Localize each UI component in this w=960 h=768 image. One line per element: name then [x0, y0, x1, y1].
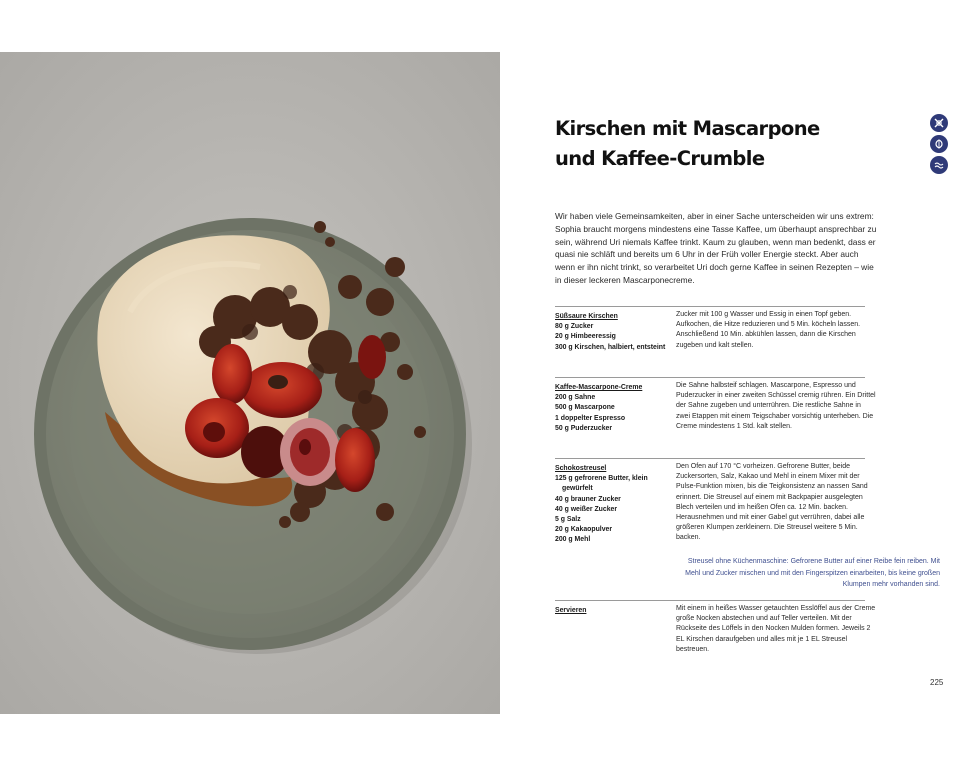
ingredient: 1 doppelter Espresso: [555, 414, 626, 422]
section-heading: Schokostreusel: [555, 465, 607, 472]
title-line: und Kaffee-Crumble: [555, 147, 765, 170]
page-number: 225: [930, 678, 944, 687]
ingredient: 50 g Puderzucker: [555, 424, 613, 432]
recipe-page: [500, 52, 960, 714]
preparation-steps: Den Ofen auf 170 °C vorheizen. Gefrorene Butter, beide Zuckersorten, Salz, Kakao und Mehl in einem Mixer mit der Pulse-Funktion mixen, bis die Teigkonsistenz an nassen Sand erinnert. Die Streusel auf einem mit Backpapier ausgelegten Blech verteilen und im heißen Ofen ca. 12 Min. backen. Herausnehmen und mit einer Gabel gut verrühren, dabei alle größeren Klumpen zerkleinern. Die Streusel weitere 5 Min. backen.: [676, 463, 868, 542]
preparation-steps: Zucker mit 100 g Wasser und Essig in einen Topf geben. Aufkochen, die Hitze reduzieren und 5 Min. köcheln lassen. Anschließend 10 Min. abkühlen lassen, dann die Kirschen zugeben und kalt stellen.: [676, 311, 861, 349]
ingredient: 125 g gefrorene Butter, klein: [555, 475, 648, 483]
recipe-section-streusel: [555, 458, 868, 554]
recipe-title: [555, 114, 820, 174]
intro-text: Wir haben viele Gemeinsamkeiten, aber in einer Sache unterscheiden wir uns extrem: Sophia braucht morgens mindestens eine Tasse Kaffee, um überhaupt ansprechbar zu sein, während Uri niemals Kaffee trinkt. Kaum zu glauben, wenn man bedenkt, dass er quasi nie schläft und bereits um 6 Uhr in der Früh voller Energie steckt. Aber auch wenn er ihn nicht trinkt, so verarbeitet Uri doch gerne Kaffee in seinen Rezepten – wie in dieser leckeren Mascarponecreme.: [555, 211, 877, 285]
wave-icon: [930, 156, 948, 174]
ingredient: 40 g weißer Zucker: [555, 505, 618, 513]
ingredient: gewürfelt: [562, 485, 593, 493]
ingredient: 80 g Zucker: [555, 323, 594, 331]
leaf-icon: [930, 135, 948, 153]
dessert-photo: [0, 52, 500, 714]
tip-note: Streusel ohne Küchenmaschine: Gefrorene Butter auf einer Reibe fein reiben. Mit Mehl und Zucker mischen und mit den Fingerspitzen einarbeiten, bis keine großen Klumpen mehr vorhanden sind.: [685, 558, 940, 588]
ingredient: 300 g Kirschen, halbiert, entsteint: [555, 343, 666, 351]
recipe-section-cream: [555, 377, 876, 453]
ingredient-list: [555, 383, 673, 434]
ingredient-list: [555, 312, 673, 353]
ingredient: 20 g Himbeeressig: [555, 333, 616, 341]
section-heading: Süßsaure Kirschen: [555, 313, 618, 320]
ingredient: 40 g brauner Zucker: [555, 495, 621, 503]
section-heading: Kaffee-Mascarpone-Creme: [555, 384, 643, 391]
ingredient: 5 g Salz: [555, 516, 581, 524]
diet-icons: [930, 114, 950, 177]
plate-illustration: [0, 52, 500, 714]
section-heading: Servieren: [555, 607, 587, 614]
ingredient-list: [555, 464, 673, 546]
recipe-section-cherries: [555, 306, 865, 367]
preparation-steps: Die Sahne halbsteif schlagen. Mascarpone, Espresso und Puderzucker in einer zweiten Schüssel cremig rühren. Ein Drittel der Sahne zugeben und unterrühren. Die restliche Sahne in zwei Etappen mit einem Teigschaber vorsichtig unterheben. Die Creme mindestens 1 Std. kalt stellen.: [676, 382, 876, 430]
ingredient: 200 g Mehl: [555, 536, 591, 544]
ingredient-list: [555, 606, 673, 616]
ingredient: 500 g Mascarpone: [555, 404, 615, 412]
preparation-steps: Mit einem in heißes Wasser getauchten Esslöffel aus der Creme große Nocken abstechen und auf Teller verteilen. Mit der Rückseite des Löffels in den Nocken Mulden formen. Jeweils 2 EL Kirschen daraufgeben und alles mit je 1 EL Streusel bestreuen.: [676, 605, 876, 653]
title-line: Kirschen mit Mascarpone: [555, 117, 820, 140]
ingredient: 20 g Kakaopulver: [555, 526, 613, 534]
vegetarian-icon: [930, 114, 948, 132]
recipe-section-serving: [555, 600, 876, 661]
ingredient: 200 g Sahne: [555, 394, 596, 402]
